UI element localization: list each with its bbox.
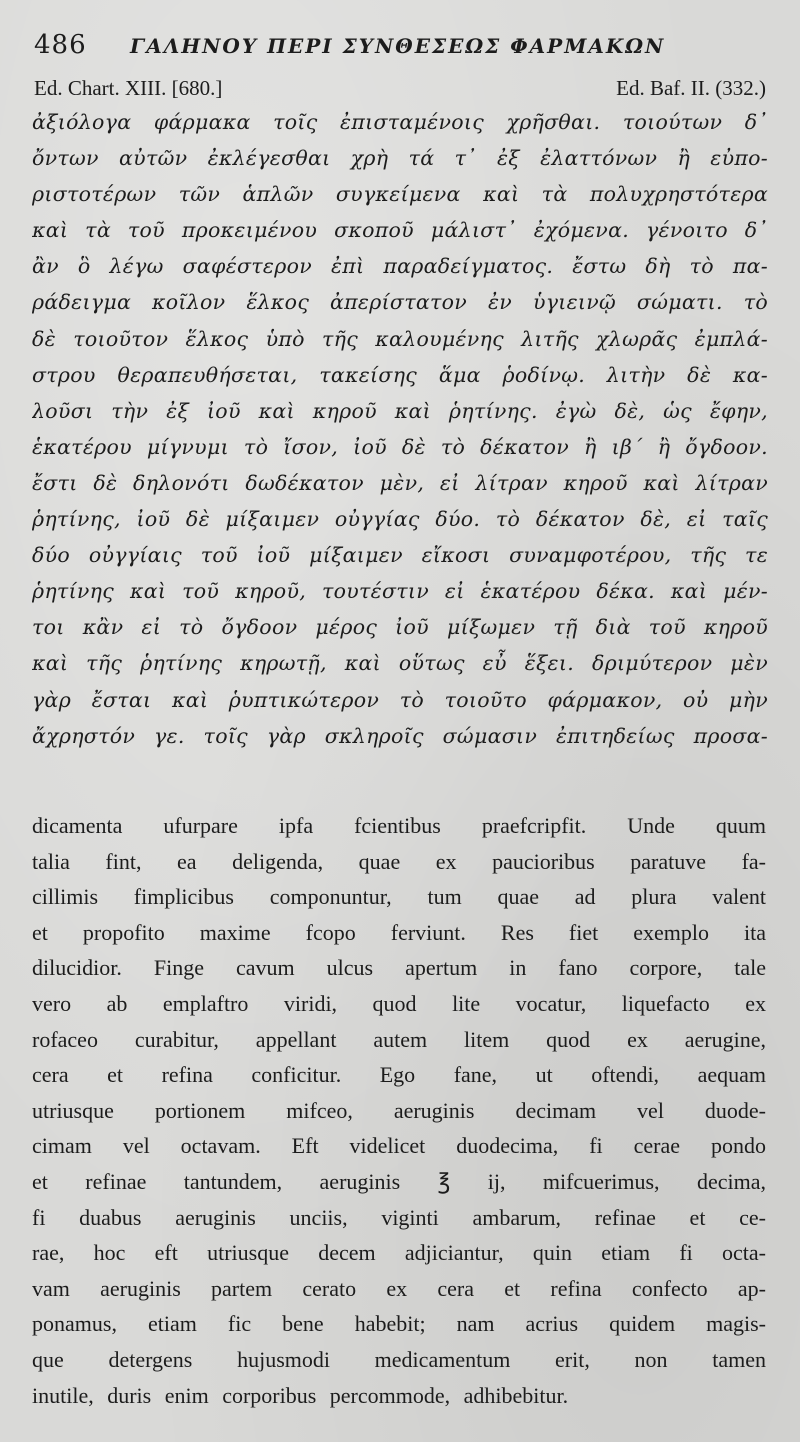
greek-line: ἂν ὃ λέγω σαφέστερον ἐπὶ παραδείγματος. ἔστω δὴ τὸ πα- [32,254,768,279]
latin-line: vero ab emplaftro viridi, quod lite vocatur, liquefacto ex [32,990,766,1016]
greek-line: ῥητίνης καὶ τοῦ κηροῦ, τουτέστιν εἰ ἑκατέρου δέκα. καὶ μέν- [32,579,768,604]
greek-line: στρου θεραπευθήσεται, τακείσης ἅμα ῥοδίνῳ. λιτὴν δὲ κα- [32,362,768,387]
latin-line: vam aeruginis partem cerato ex cera et refina confecto ap- [32,1275,766,1301]
page-number: 486 [34,30,87,60]
latin-text [32,808,766,1413]
greek-line: ῥητίνης, ἰοῦ δὲ μίξαιμεν οὐγγίας δύο. τὸ δέκατον δὲ, εἰ ταῖς [32,507,768,532]
greek-line: καὶ τῆς ῥητίνης κηρωτῇ, καὶ οὕτως εὖ ἕξει. δριμύτερον μὲν [32,651,768,676]
latin-line: utriusque portionem mifceo, aeruginis decimam vel duode- [32,1097,766,1123]
latin-line: dicamenta ufurpare ipfa fcientibus praefcripfit. Unde quum [32,813,766,838]
greek-line: δύο οὐγγίαις τοῦ ἰοῦ μίξαιμεν εἴκοσι συναμφοτέρου, τῆς τε [32,543,768,568]
greek-line: ριστοτέρων τῶν ἁπλῶν συγκείμενα καὶ τὰ πολυχρηστότερα [32,182,768,207]
edition-basel: Ed. Baf. II. (332.) [616,76,766,100]
latin-line: rofaceo curabitur, appellant autem litem quod ex aerugine, [32,1026,766,1052]
greek-line: καὶ τὰ τοῦ προκειμένου σκοποῦ μάλιστ᾽ ἐχόμενα. γένοιτο δ᾽ [32,218,768,243]
running-head [34,30,774,64]
greek-line: τοι κἂν εἰ τὸ ὄγδοον μέρος ἰοῦ μίξωμεν τῇ διὰ τοῦ κηροῦ [32,615,768,640]
latin-line: fi duabus aeruginis unciis, viginti ambarum, refinae et ce- [32,1204,766,1230]
edition-references [34,76,766,106]
latin-line: inutile, duris enim corporibus percommode, adhibebitur. [32,1382,569,1408]
latin-line: cimam vel octavam. Eft videlicet duodecima, fi cerae pondo [32,1133,766,1159]
latin-line: rae, hoc eft utriusque decem adjiciantur, quin etiam fi octa- [32,1240,766,1266]
greek-line: ὄντων αὐτῶν ἐκλέγεσθαι χρὴ τά τ᾽ ἐξ ἐλαττόνων ἢ εὐπο- [32,146,768,171]
greek-line: λοῦσι τὴν ἐξ ἰοῦ καὶ κηροῦ καὶ ῥητίνης. ἐγὼ δὲ, ὡς ἔφην, [32,398,768,423]
latin-line: et refinae tantundem, aeruginis ℥ ij, mifcuerimus, decima, [32,1168,766,1194]
latin-line: que detergens hujusmodi medicamentum erit, non tamen [32,1346,766,1372]
greek-line: γὰρ ἔσται καὶ ῥυπτικώτερον τὸ τοιοῦτο φάρμακον, οὐ μὴν [32,687,768,712]
latin-line: ponamus, etiam fic bene habebit; nam acrius quidem magis- [32,1311,766,1337]
edition-chartier: Ed. Chart. XIII. [680.] [34,76,223,100]
latin-line: dilucidior. Finge cavum ulcus apertum in fano corpore, tale [32,955,766,981]
greek-line: ἔστι δὲ δηλονότι δωδέκατον μὲν, εἰ λίτραν κηροῦ καὶ λίτραν [32,470,768,495]
running-title: ΓΑΛΗΝΟΥ ΠΕΡΙ ΣΥΝΘΕΣΕΩΣ ΦΑΡΜΑΚΩΝ [130,34,666,58]
latin-line: talia fint, ea deligenda, quae ex paucioribus paratuve fa- [32,848,766,874]
greek-line: ράδειγμα κοῖλον ἕλκος ἀπερίστατον ἐν ὑγιεινῷ σώματι. τὸ [32,290,768,315]
greek-text [32,104,768,754]
latin-line: et propofito maxime fcopo ferviunt. Res fiet exemplo ita [32,919,766,945]
greek-line: δὲ τοιοῦτον ἕλκος ὑπὸ τῆς καλουμένης λιτῆς χλωρᾶς ἐμπλά- [32,326,768,351]
greek-line: ἄχρηστόν γε. τοῖς γὰρ σκληροῖς σώμασιν ἐπιτηδείως προσα- [32,723,768,748]
greek-line: ἀξιόλογα φάρμακα τοῖς ἐπισταμένοις χρῆσθαι. τοιούτων δ᾽ [32,110,768,134]
latin-line: cillimis fimplicibus componuntur, tum quae ad plura valent [32,884,766,910]
greek-line: ἑκατέρου μίγνυμι τὸ ἴσον, ἰοῦ δὲ τὸ δέκατον ἢ ιβ΄ ἢ ὄγδοον. [32,434,768,459]
latin-line: cera et refina conficitur. Ego fane, ut oftendi, aequam [32,1062,766,1088]
